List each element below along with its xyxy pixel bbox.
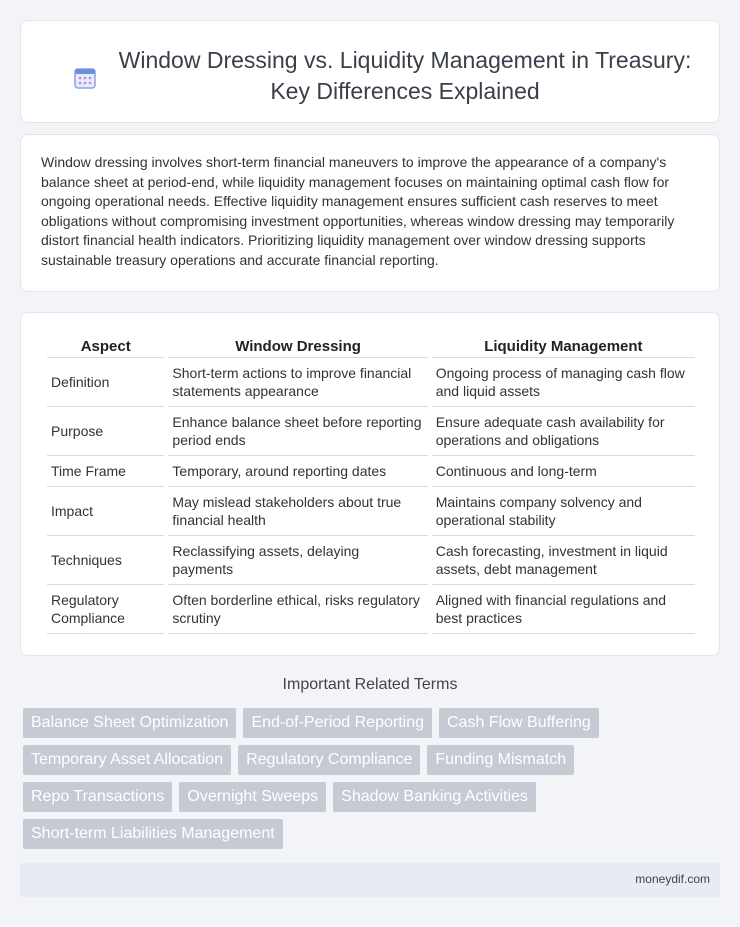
aspect-cell: Impact (47, 487, 164, 536)
intro-paragraph: Window dressing involves short-term financial maneuvers to improve the appearance of a company's balance sheet at period-end, while liquidity management focuses on maintaining optimal cash flow for ongoing operational needs. Effective liquidity management ensures sufficient cash reserves to meet obligations without compromising investment opportunities, whereas window dressing may temporarily distort financial health indicators. Prioritizing liquidity management over window dressing supports sustainable treasury operations and accurate financial reporting. (41, 154, 675, 268)
comparison-table-card (20, 312, 720, 656)
liquidity-management-cell: Maintains company solvency and operational stability (432, 487, 695, 536)
window-dressing-cell: Reclassifying assets, delaying payments (168, 536, 427, 585)
window-dressing-cell: May mislead stakeholders about true financial health (168, 487, 427, 536)
footer-site-link[interactable]: moneydif.com (635, 872, 710, 886)
related-terms-heading: Important Related Terms (282, 676, 458, 693)
related-term-tag[interactable]: Temporary Asset Allocation (23, 745, 231, 775)
calendar-icon (73, 66, 97, 90)
page-title (111, 45, 699, 107)
header-aspect: Aspect (47, 334, 164, 358)
liquidity-management-cell: Ongoing process of managing cash flow and liquid assets (432, 358, 695, 407)
window-dressing-cell: Short-term actions to improve financial statements appearance (168, 358, 427, 407)
header-window-dressing: Window Dressing (168, 334, 427, 358)
aspect-cell: Purpose (47, 407, 164, 456)
related-term-tag[interactable]: Regulatory Compliance (238, 745, 420, 775)
related-term-tag[interactable]: Overnight Sweeps (179, 782, 326, 812)
related-terms-list (23, 708, 683, 849)
related-term-tag[interactable]: Repo Transactions (23, 782, 172, 812)
related-term-tag[interactable]: Funding Mismatch (427, 745, 574, 775)
liquidity-management-cell: Cash forecasting, investment in liquid assets, debt management (432, 536, 695, 585)
window-dressing-cell: Often borderline ethical, risks regulatory scrutiny (168, 585, 427, 634)
table-row (47, 456, 695, 487)
table-header-row (47, 334, 695, 358)
intro-card (20, 134, 720, 292)
related-term-tag[interactable]: Cash Flow Buffering (439, 708, 599, 738)
related-term-tag[interactable]: End-of-Period Reporting (243, 708, 432, 738)
table-row (47, 585, 695, 634)
aspect-cell: Time Frame (47, 456, 164, 487)
liquidity-management-cell: Continuous and long-term (432, 456, 695, 487)
related-term-tag[interactable]: Short-term Liabilities Management (23, 819, 283, 849)
table-row (47, 487, 695, 536)
footer (20, 863, 720, 897)
table-row (47, 536, 695, 585)
table-row (47, 407, 695, 456)
liquidity-management-cell: Aligned with financial regulations and best practices (432, 585, 695, 634)
related-term-tag[interactable]: Shadow Banking Activities (333, 782, 536, 812)
header-liquidity-management: Liquidity Management (432, 334, 695, 358)
comparison-table (43, 334, 699, 634)
aspect-cell: Techniques (47, 536, 164, 585)
table-row (47, 358, 695, 407)
window-dressing-cell: Temporary, around reporting dates (168, 456, 427, 487)
aspect-cell: Regulatory Compliance (47, 585, 164, 634)
related-term-tag[interactable]: Balance Sheet Optimization (23, 708, 236, 738)
title-card (20, 20, 720, 123)
page-title-line2: Key Differences Explained (270, 78, 540, 104)
aspect-cell: Definition (47, 358, 164, 407)
window-dressing-cell: Enhance balance sheet before reporting period ends (168, 407, 427, 456)
liquidity-management-cell: Ensure adequate cash availability for operations and obligations (432, 407, 695, 456)
page-title-line1: Window Dressing vs. Liquidity Management in Treasury: (118, 47, 692, 73)
